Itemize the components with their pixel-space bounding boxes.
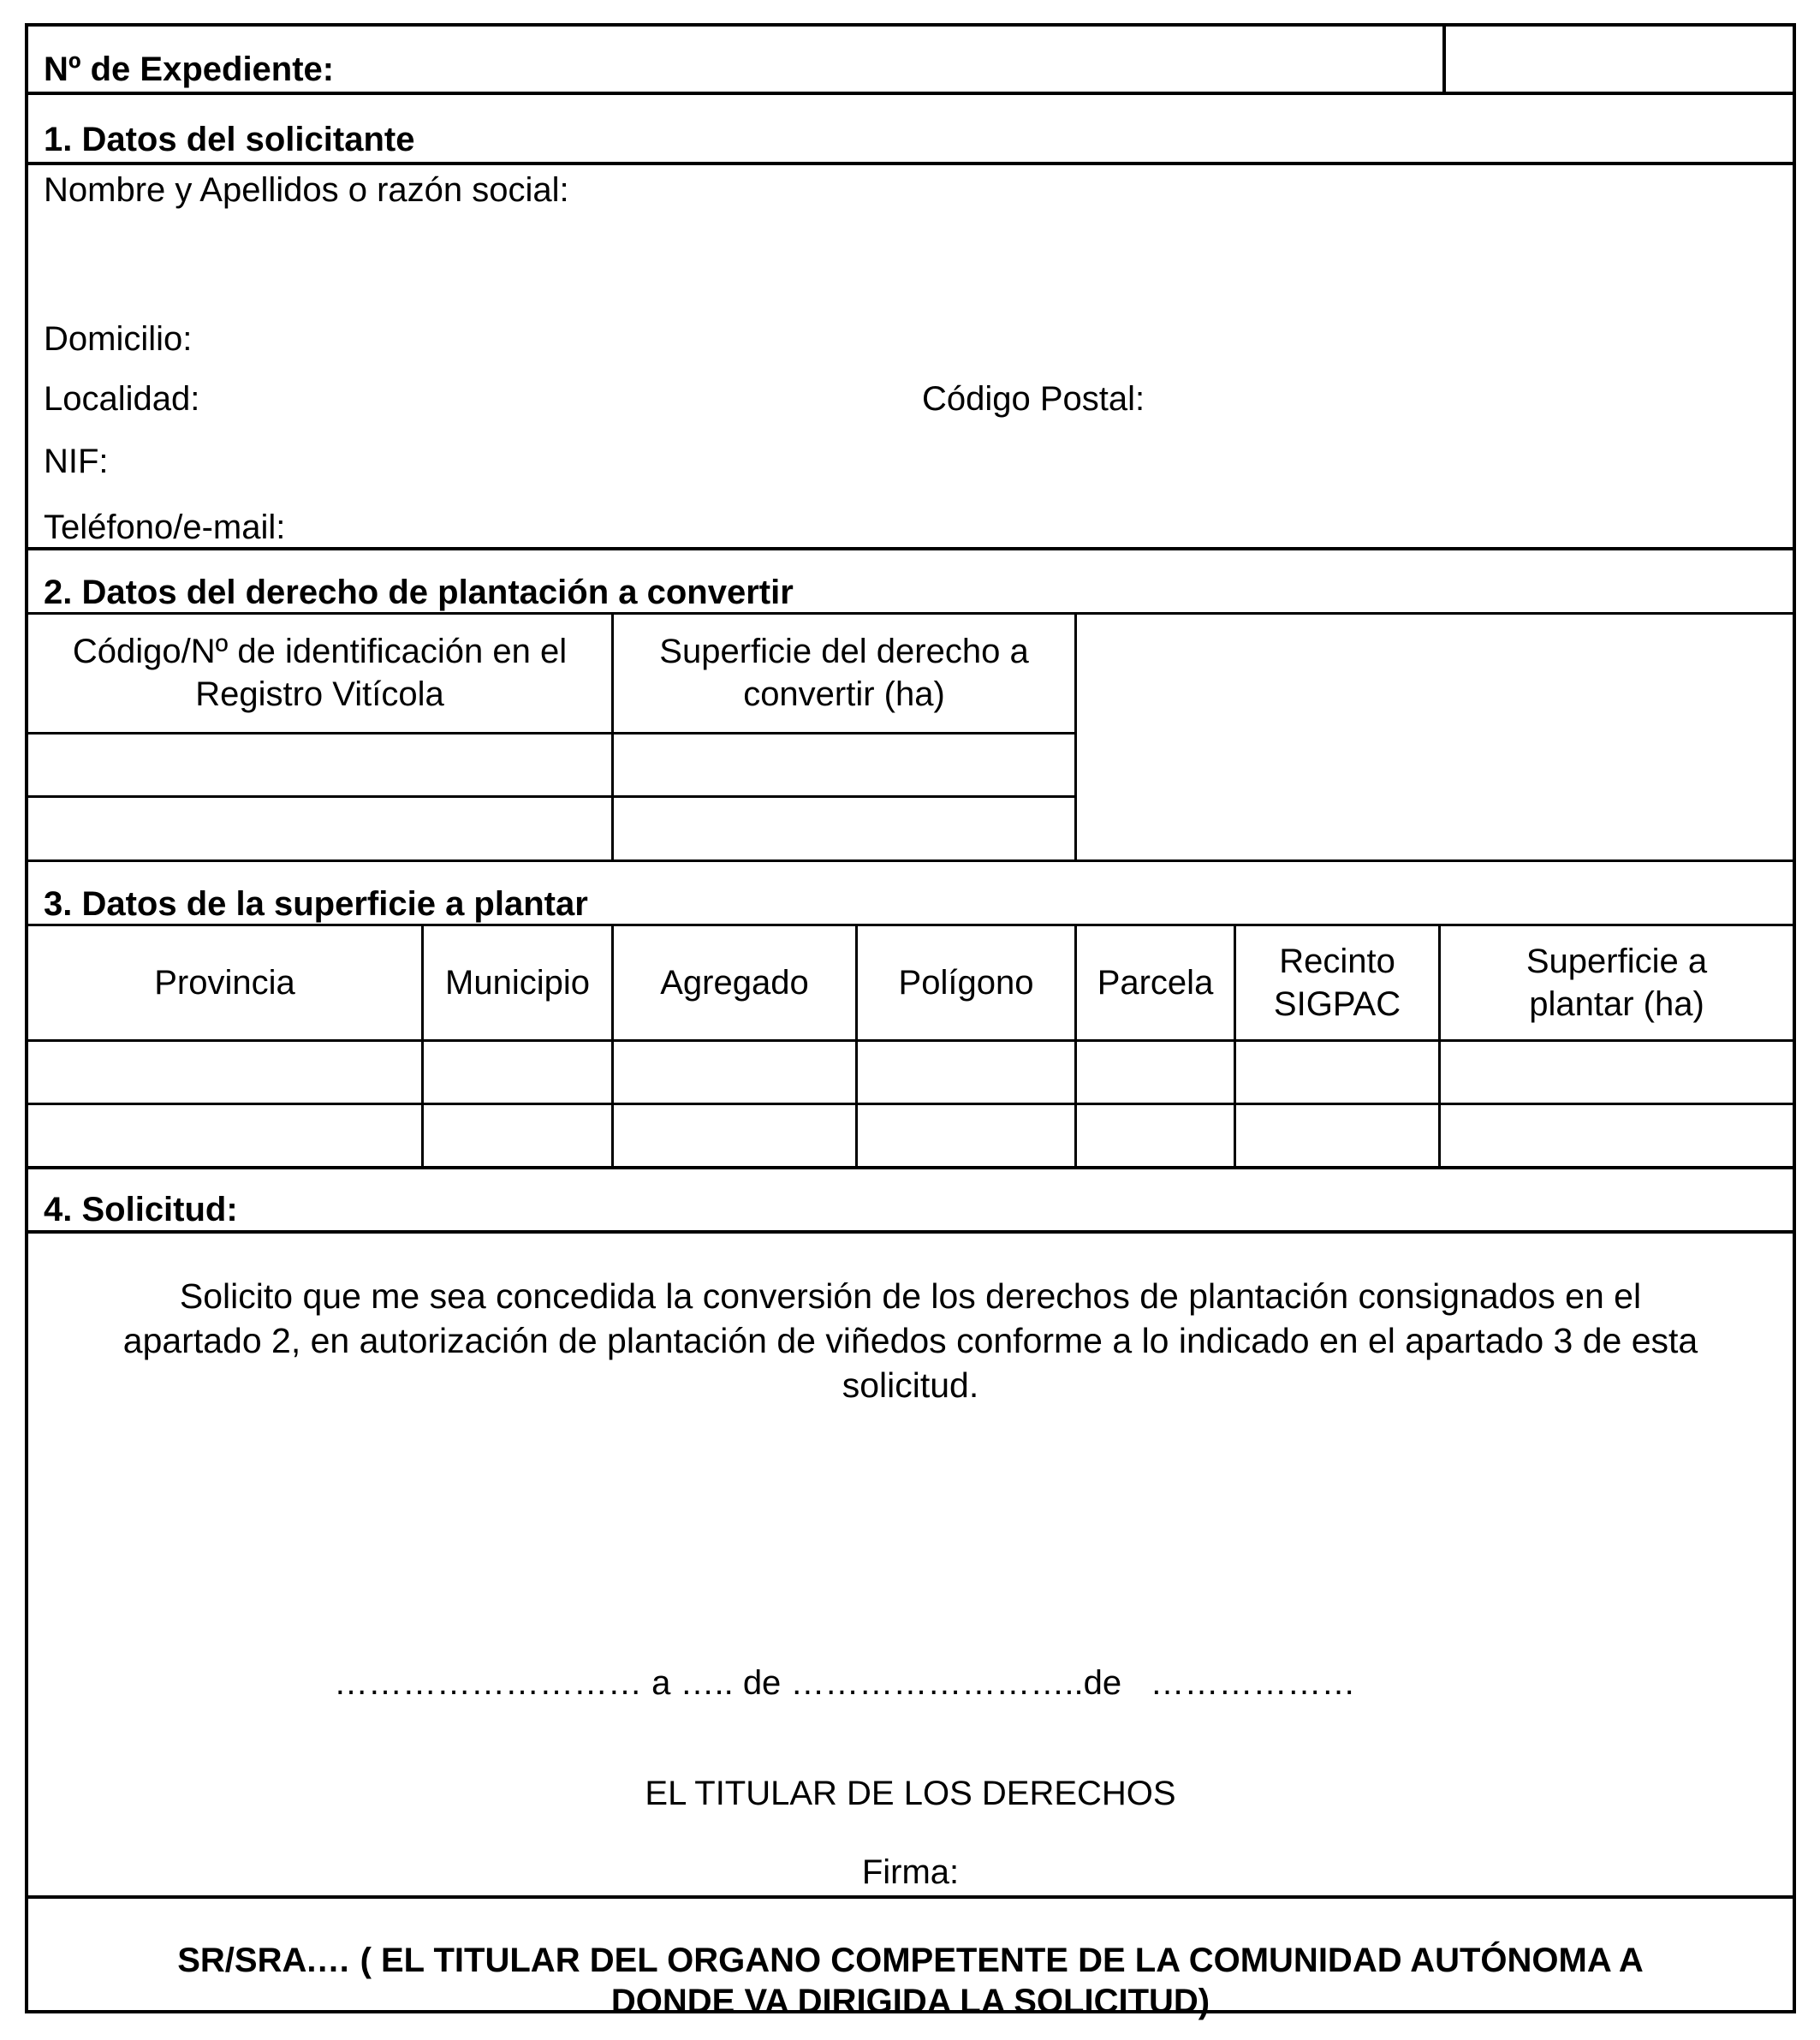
section4-title: 4. Solicitud:	[44, 1191, 238, 1228]
firma-label: Firma:	[861, 1853, 960, 1891]
header-line: convertir (ha)	[743, 675, 945, 713]
table2-cell-input[interactable]	[28, 798, 611, 859]
addressee-line: DONDE VA DIRIGIDA LA SOLICITUD)	[610, 1983, 1210, 2020]
localidad-label: Localidad:	[44, 380, 200, 418]
divider	[28, 1895, 1793, 1899]
header-line: Agregado	[660, 963, 809, 1002]
header-recinto-sigpac	[1236, 925, 1438, 1039]
divider	[28, 1230, 1793, 1234]
table3-row-input[interactable]	[28, 1105, 1793, 1166]
solicitud-text-line: solicitud.	[842, 1365, 979, 1405]
nif-label: NIF:	[44, 443, 109, 480]
header-superficie-derecho	[614, 614, 1074, 732]
header-line: Polígono	[898, 963, 1034, 1002]
header-line: Superficie del derecho a	[659, 633, 1029, 670]
divider	[28, 92, 1793, 95]
header-provincia	[28, 925, 421, 1039]
table3-row-input[interactable]	[28, 1042, 1793, 1103]
addressee-line: SR/SRA.… ( EL TITULAR DEL ORGANO COMPETENTE DE LA COMUNIDAD AUTÓNOMA A	[177, 1942, 1644, 1979]
titular-label: EL TITULAR DE LOS DERECHOS	[645, 1775, 1176, 1812]
table2-cell-input[interactable]	[614, 798, 1074, 859]
table2-cell-input[interactable]	[614, 735, 1074, 795]
header-line: Provincia	[154, 963, 295, 1002]
expediente-divider	[1442, 23, 1446, 92]
header-line: Recinto	[1279, 942, 1395, 980]
header-parcela	[1077, 925, 1234, 1039]
solicitud-text-line: Solicito que me sea concedida la conversión de los derechos de plantación consignados en el	[179, 1276, 1642, 1316]
nombre-label: Nombre y Apellidos o razón social:	[44, 171, 569, 209]
divider	[28, 859, 1793, 862]
header-line: plantar (ha)	[1529, 984, 1704, 1023]
header-line: Registro Vitícola	[195, 675, 444, 713]
date-line: ……………………… a ….. de ……………………..de ………………	[334, 1664, 1356, 1702]
application-form	[25, 23, 1796, 2020]
table2-cell-input[interactable]	[28, 735, 611, 795]
header-codigo-registro	[28, 614, 611, 732]
section3-title: 3. Datos de la superficie a plantar	[44, 885, 588, 923]
header-municipio	[424, 925, 611, 1039]
header-line: SIGPAC	[1273, 984, 1401, 1023]
header-line: Superficie a	[1526, 942, 1708, 980]
divider	[28, 1166, 1793, 1169]
telefono-label: Teléfono/e-mail:	[44, 509, 286, 546]
expediente-label: Nº de Expediente:	[44, 51, 335, 88]
domicilio-label: Domicilio:	[44, 320, 193, 358]
header-line: Municipio	[445, 963, 590, 1002]
section1-title: 1. Datos del solicitante	[44, 121, 415, 158]
divider	[28, 162, 1793, 165]
expediente-value-field[interactable]	[1449, 27, 1796, 92]
header-line: Parcela	[1097, 963, 1214, 1002]
section2-title: 2. Datos del derecho de plantación a convertir	[44, 574, 794, 611]
header-superficie-plantar	[1441, 925, 1793, 1039]
solicitud-text-line: apartado 2, en autorización de plantación de viñedos conforme a lo indicado en el apartado 3 de esta	[122, 1321, 1698, 1360]
column-divider	[1074, 612, 1077, 862]
header-agregado	[614, 925, 855, 1039]
header-poligono	[858, 925, 1074, 1039]
divider	[28, 547, 1793, 550]
codigo-postal-label: Código Postal:	[922, 380, 1145, 418]
header-line: Código/Nº de identificación en el	[72, 633, 568, 670]
